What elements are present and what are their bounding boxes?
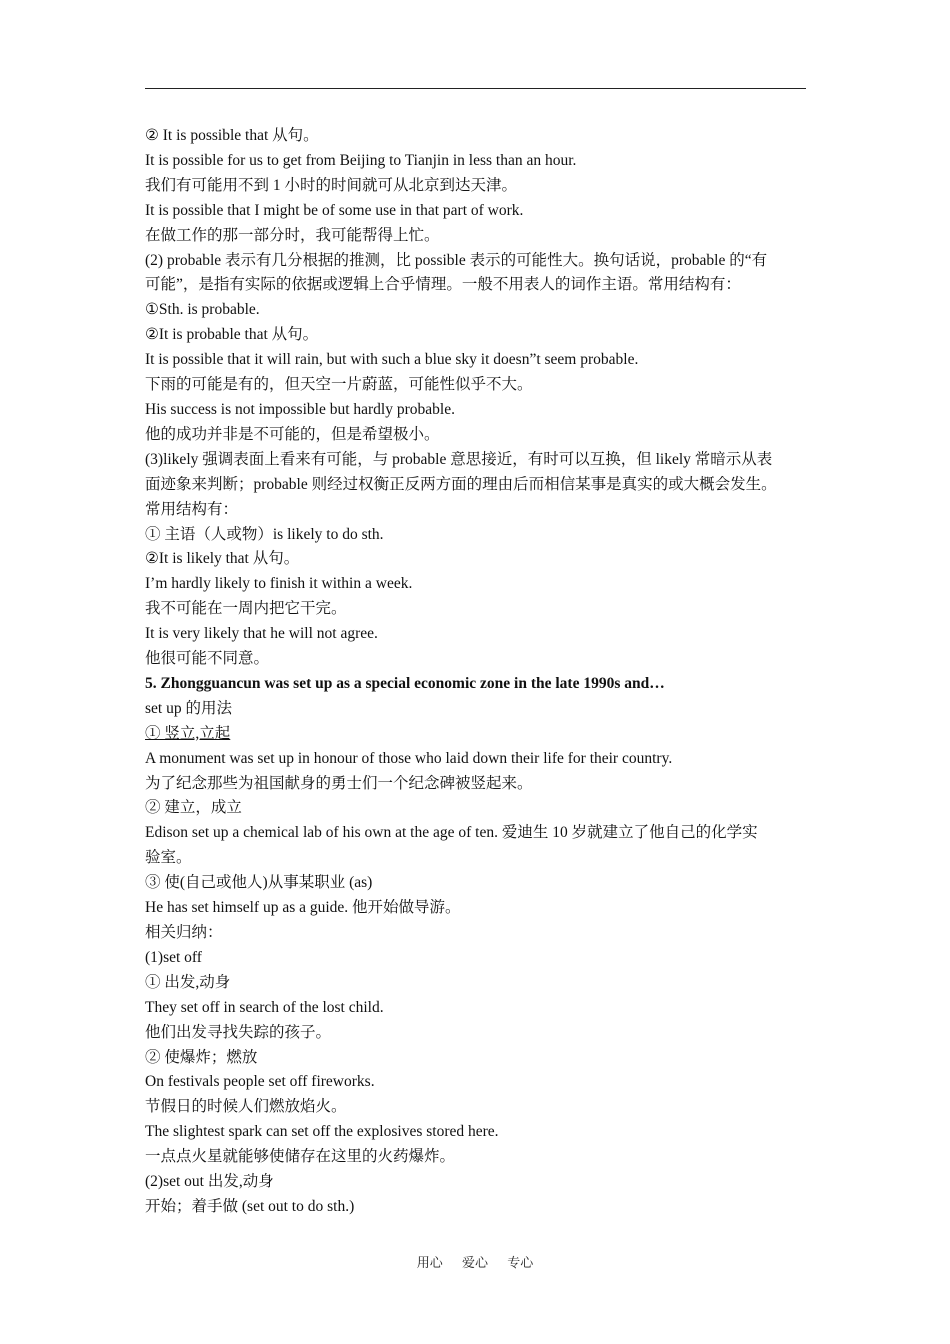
text-line [145,821,825,846]
text-line-content: It is possible for us to get from Beijing to Tianjin in less than an hour. [145,151,577,169]
text-line [145,149,825,174]
text-line-content: ② 建立，成立 [145,799,242,817]
text-line-content: (2)set out 出发,动身 [145,1173,274,1191]
text-line [145,1170,825,1195]
text-line-content: 下雨的可能是有的，但天空一片蔚蓝，可能性似乎不大。 [145,376,533,394]
text-line-content: ①Sth. is probable. [145,301,260,319]
text-line [145,896,825,921]
text-line-content: ②It is probable that 从句。 [145,326,319,344]
text-line [145,124,825,149]
text-line [145,796,825,821]
text-line-content: set up 的用法 [145,699,232,717]
text-line [145,572,825,597]
text-line [145,647,825,672]
text-line-content: He has set himself up as a guide. 他开始做导游。 [145,899,461,917]
text-line-content: 面迹象来判断；probable 则经过权衡正反两方面的理由后而相信某事是真实的或大概会发生。 [145,475,777,493]
text-line-content: ② 使爆炸；燃放 [145,1048,258,1066]
text-line-content: It is possible that I might be of some use in that part of work. [145,201,524,219]
text-line [145,523,825,548]
text-line-content: A monument was set up in honour of those who laid down their life for their country. [145,749,673,767]
text-line [145,871,825,896]
text-line-content: On festivals people set off fireworks. [145,1073,375,1091]
text-line-content: I’m hardly likely to finish it within a week. [145,575,413,593]
text-line [145,846,825,871]
text-line-content: Edison set up a chemical lab of his own at the age of ten. 爱迪生 10 岁就建立了他自己的化学实 [145,824,758,842]
text-line [145,174,825,199]
text-line-content: ① 竖立,立起 [145,724,231,742]
text-line [145,199,825,224]
footer-item: 专心 [507,1255,534,1270]
text-line [145,1021,825,1046]
text-line [145,747,825,772]
text-line [145,249,825,274]
text-line [145,1145,825,1170]
text-line-content: 相关归纳： [145,924,223,941]
text-line [145,1046,825,1071]
text-line-content: ① 主语（人或物）is likely to do sth. [145,525,384,543]
text-line [145,1070,825,1095]
text-line [145,622,825,647]
text-line-content: It is possible that it will rain, but with such a blue sky it doesn”t seem probable. [145,351,639,369]
text-line [145,1195,825,1220]
text-line [145,298,825,323]
text-line-content: 一点点火星就能够使储存在这里的火药爆炸。 [145,1148,456,1166]
text-line [145,473,825,498]
text-line-content: They set off in search of the lost child. [145,998,384,1016]
text-line [145,423,825,448]
section-heading [145,672,825,697]
text-line-content: ③ 使(自己或他人)从事某职业 (as) [145,874,373,892]
text-line-content: 在做工作的那一部分时，我可能帮得上忙。 [145,226,440,244]
text-line-content: 节假日的时候人们燃放焰火。 [145,1098,347,1116]
text-line-content: 他很可能不同意。 [145,650,270,668]
text-line [145,597,825,622]
text-line [145,547,825,572]
text-line [145,697,825,722]
header-rule [145,88,806,89]
text-line [145,398,825,423]
text-line [145,921,825,946]
text-line [145,1095,825,1120]
text-line-content: (3)likely 强调表面上看来有可能，与 probable 意思接近，有时可以互换，但 likely 常暗示从表 [145,450,773,468]
text-line [145,348,825,373]
text-line-content: 我们有可能用不到 1 小时的时间就可从北京到达天津。 [145,176,518,194]
text-line-content: ②It is likely that 从句。 [145,550,300,568]
text-line [145,323,825,348]
text-line-content: 验室。 [145,849,192,867]
text-line [145,1120,825,1145]
text-line-content: The slightest spark can set off the explosives stored here. [145,1123,499,1141]
text-line [145,498,825,523]
text-line-content: 他们出发寻找失踪的孩子。 [145,1023,332,1041]
text-line-content: 开始；着手做 (set out to do sth.) [145,1197,355,1215]
text-line-content: 他的成功并非是不可能的，但是希望极小。 [145,425,440,443]
text-line [145,448,825,473]
document-body [145,124,825,1220]
text-line [145,971,825,996]
page-footer [0,1252,950,1271]
text-line-content: ② It is possible that 从句。 [145,127,319,144]
text-line-content: It is very likely that he will not agree. [145,625,378,643]
text-line [145,722,825,747]
text-line [145,373,825,398]
text-line-content: 可能”，是指有实际的依据或逻辑上合乎情理。一般不用表人的词作主语。常用结构有： [145,276,741,294]
text-line-content: His success is not impossible but hardly probable. [145,400,455,418]
text-line-content: (2) probable 表示有几分根据的推测，比 possible 表示的可能性大。换句话说，probable 的“有 [145,251,768,269]
text-line-content: ① 出发,动身 [145,973,231,991]
text-line [145,996,825,1021]
text-line [145,224,825,249]
footer-item: 用心 [416,1255,443,1270]
text-line [145,273,825,298]
text-line-content: 5. Zhongguancun was set up as a special economic zone in the late 1990s and… [145,674,665,692]
footer-item: 爱心 [461,1255,488,1270]
text-line-content: 我不可能在一周内把它干完。 [145,600,347,618]
text-line [145,772,825,797]
text-line [145,946,825,971]
text-line-content: 常用结构有： [145,500,239,518]
text-line-content: 为了纪念那些为祖国献身的勇士们一个纪念碑被竖起来。 [145,774,533,792]
text-line-content: (1)set off [145,948,202,966]
